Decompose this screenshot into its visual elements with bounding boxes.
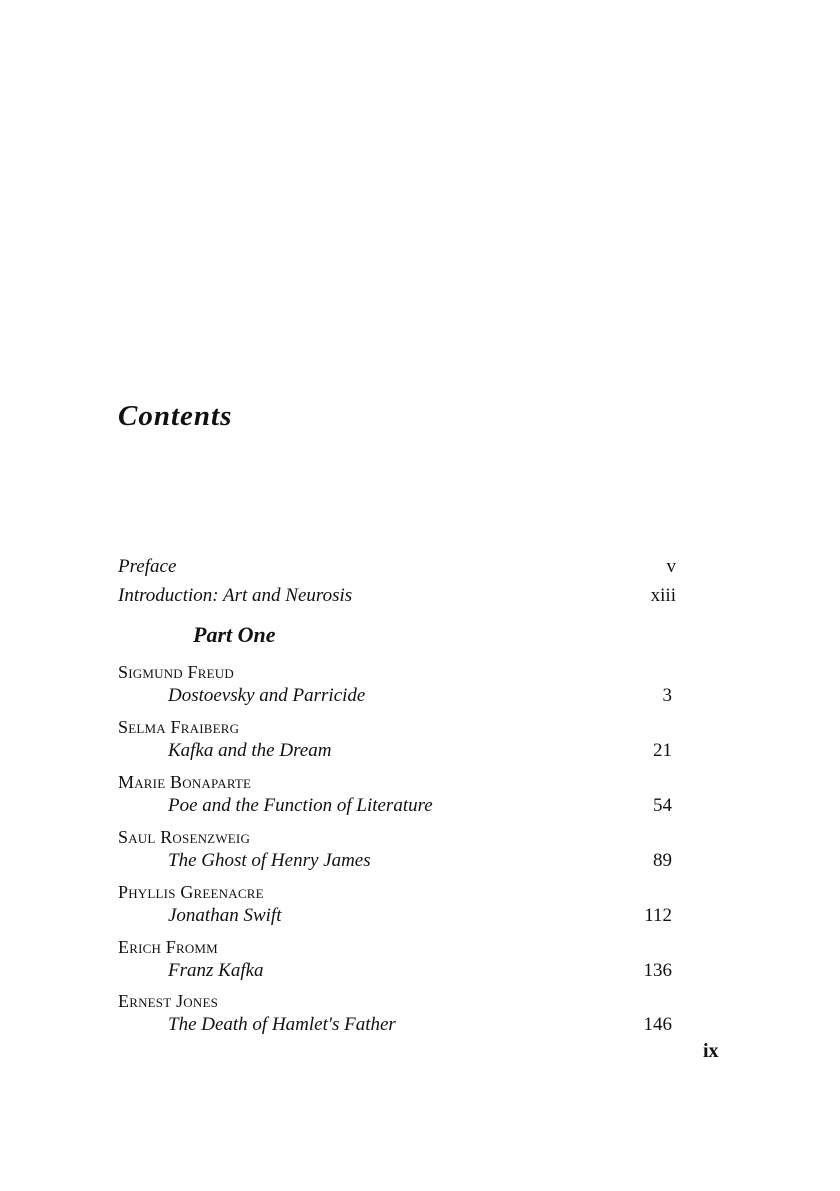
entry-page-number: 112: [644, 905, 672, 926]
entry-page-number: 3: [662, 685, 672, 706]
entry-title: The Death of Hamlet's Father: [168, 1014, 396, 1035]
entry-page-number: 136: [643, 960, 672, 981]
entry-author: Selma Fraiberg: [118, 717, 240, 737]
toc-entry: [118, 772, 676, 824]
toc-entry: [118, 717, 676, 769]
entry-page-number: v: [666, 556, 676, 577]
entry-page-number: 21: [653, 740, 672, 761]
entry-title: Dostoevsky and Parricide: [168, 685, 366, 706]
entry-author: Marie Bonaparte: [118, 772, 252, 792]
entry-title: The Ghost of Henry James: [168, 850, 371, 871]
entry-author: Sigmund Freud: [118, 662, 234, 682]
entry-page-number: 89: [653, 850, 672, 871]
page-number: ix: [703, 1040, 719, 1062]
toc-front-entry-preface: [118, 556, 676, 582]
entry-page-number: 146: [643, 1014, 672, 1035]
toc-entry: [118, 991, 676, 1043]
toc-entry: [118, 827, 676, 879]
entry-title: Jonathan Swift: [168, 905, 282, 926]
entry-page-number: xiii: [650, 585, 676, 606]
toc-entry: [118, 882, 676, 934]
toc-entry: [118, 662, 676, 714]
entry-title: Poe and the Function of Literature: [168, 795, 433, 816]
entry-title: Kafka and the Dream: [168, 740, 332, 761]
part-heading: Part One: [193, 622, 276, 647]
toc-entry: [118, 937, 676, 989]
toc-front-entry-introduction: [118, 585, 676, 611]
entry-page-number: 54: [653, 795, 672, 816]
entry-author: Erich Fromm: [118, 937, 218, 957]
entry-title: Franz Kafka: [168, 960, 264, 981]
entry-author: Phyllis Greenacre: [118, 882, 264, 902]
entry-title: Introduction: Art and Neurosis: [118, 585, 353, 606]
entry-title: Preface: [118, 556, 177, 577]
page-title: Contents: [118, 400, 233, 432]
entry-author: Ernest Jones: [118, 991, 219, 1011]
entry-author: Saul Rosenzweig: [118, 827, 251, 847]
